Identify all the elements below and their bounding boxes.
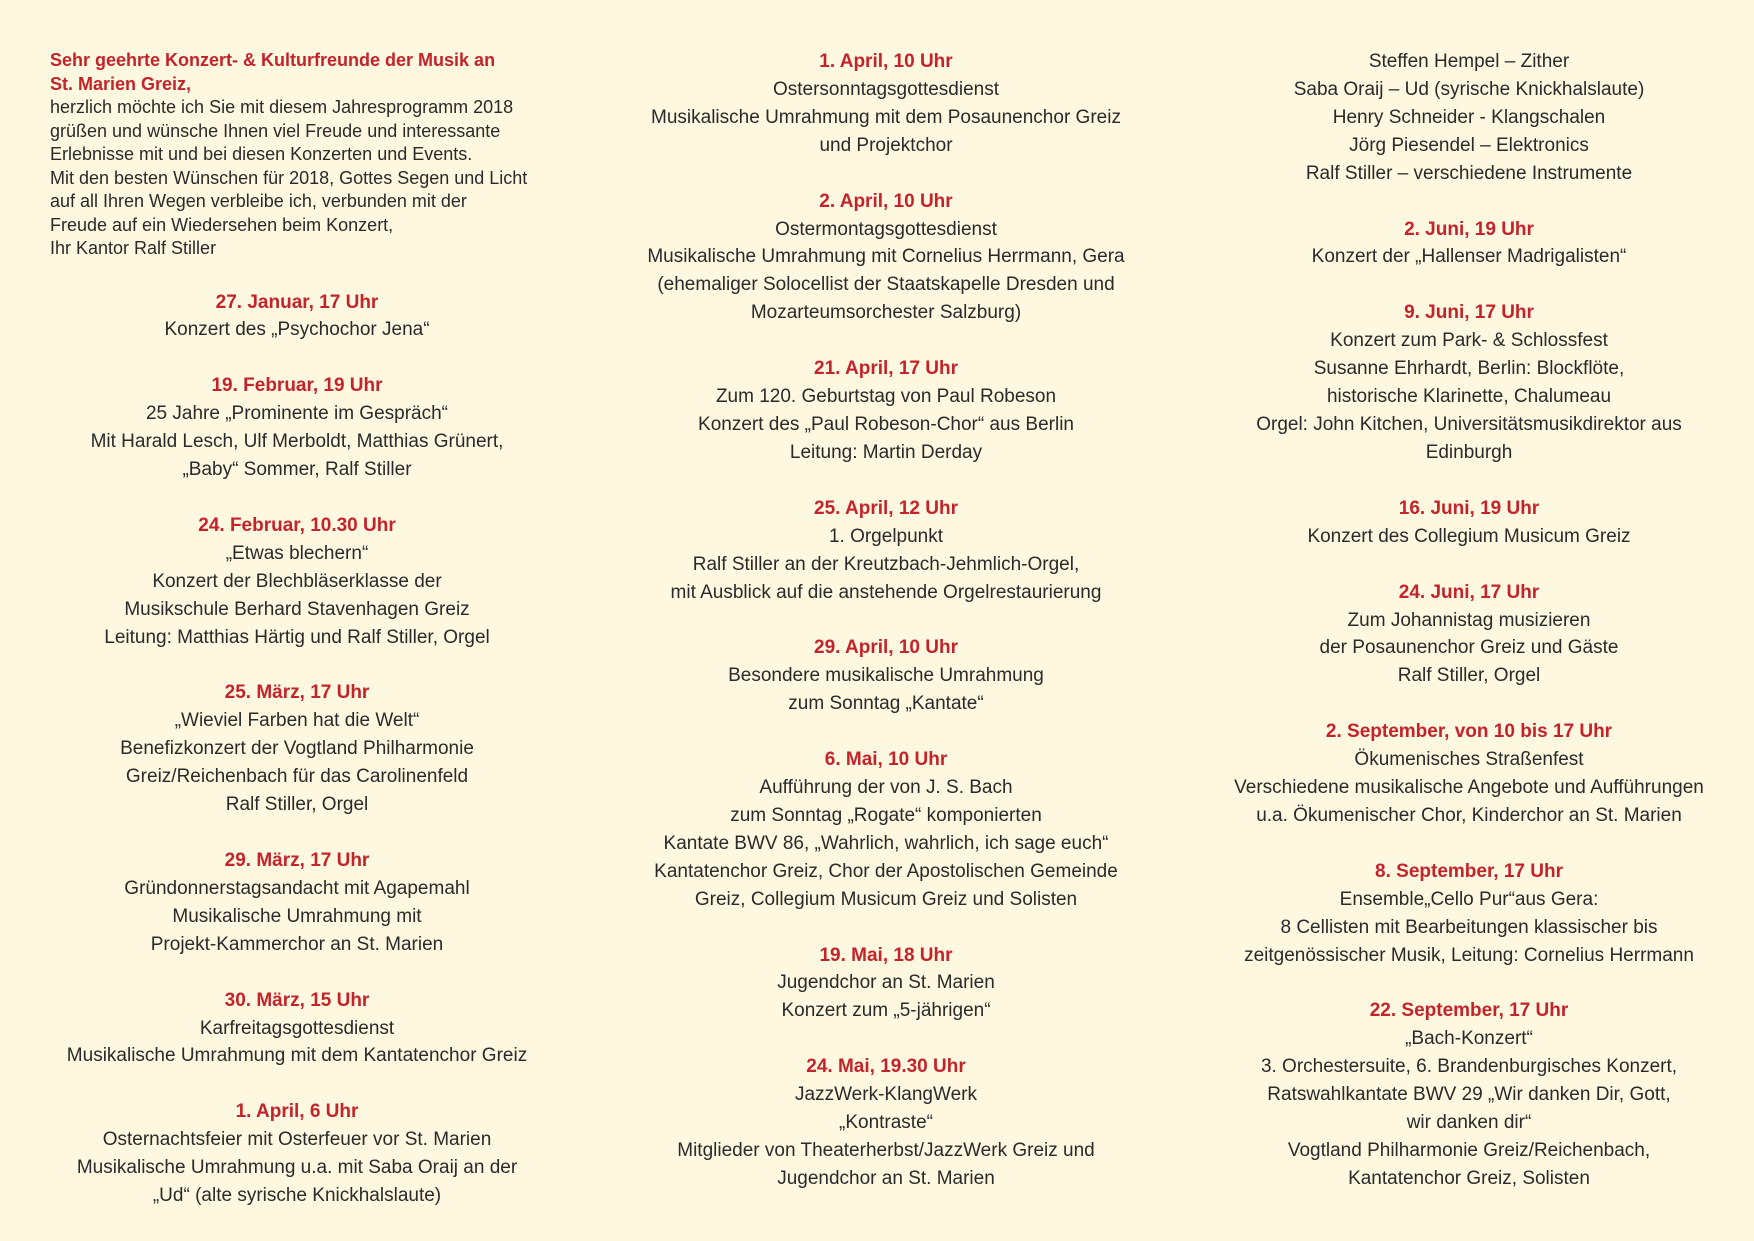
event-detail-line: Ratswahlkantate BWV 29 „Wir danken Dir, Gott, [1267,1084,1671,1106]
event-detail-line: JazzWerk-KlangWerk [795,1084,977,1106]
event-detail-line: Jugendchor an St. Marien [777,1167,995,1189]
event-entry [1215,48,1723,188]
event-detail-line: u.a. Ökumenischer Chor, Kinderchor an St. Marien [1256,804,1682,826]
event-entry [630,48,1142,160]
event-detail-line: Musikalische Umrahmung mit dem Posaunenchor Greiz [651,106,1121,128]
event-date: 29. April, 10 Uhr [814,637,958,659]
event-detail-line: Ralf Stiller, Orgel [1397,665,1541,687]
event-date: 2. Juni, 19 Uhr [1404,218,1534,240]
column-1 [50,48,544,1210]
event-detail-line: Musikalische Umrahmung mit Cornelius Herrmann, Gera [647,246,1125,268]
event-detail-line: „Wieviel Farben hat die Welt“ [174,710,420,732]
event-date: 9. Juni, 17 Uhr [1404,302,1534,324]
event-detail-line: Ensemble„Cello Pur“aus Gera: [1339,888,1599,910]
event-entry [1215,495,1723,551]
event-entry [1215,718,1723,830]
event-date: 19. Februar, 19 Uhr [211,375,383,397]
column-2 [630,48,1142,1193]
event-detail-line: Leitung: Martin Derday [789,441,983,463]
intro-line: Freude auf ein Wiedersehen beim Konzert, [50,214,394,235]
event-entry [50,987,544,1071]
event-entry [1215,579,1723,691]
event-detail-line: historische Klarinette, Chalumeau [1326,386,1612,408]
event-entry [1215,216,1723,272]
intro-line: grüßen und wünsche Ihnen viel Freude und interessante [50,120,501,141]
event-entry [630,634,1142,718]
event-detail-line: Besondere musikalische Umrahmung [728,665,1044,687]
event-detail-line: zum Sonntag „Kantate“ [788,693,984,715]
intro-line: Ihr Kantor Ralf Stiller [50,238,217,258]
event-detail-line: Musikalische Umrahmung mit dem Kantatenchor Greiz [66,1045,528,1067]
event-detail-line: Verschiedene musikalische Angebote und Aufführungen [1234,777,1704,799]
event-detail-line: Benefizkonzert der Vogtland Philharmonie [120,738,474,760]
event-detail-line: Konzert der Blechbläserklasse der [152,570,442,592]
event-entry [630,495,1142,607]
intro-line: Mit den besten Wünschen für 2018, Gottes Segen und Licht [50,167,528,188]
event-detail-line: Ralf Stiller an der Kreutzbach-Jehmlich-Orgel, [692,553,1080,575]
event-detail-line: Ökumenisches Straßenfest [1354,749,1584,771]
event-detail-line: Mit Harald Lesch, Ulf Merboldt, Matthias Grünert, [90,431,504,453]
event-entry [630,746,1142,913]
event-detail-line: 8 Cellisten mit Bearbeitungen klassischer bis [1280,916,1658,938]
event-entry [630,355,1142,467]
event-date: 2. April, 10 Uhr [819,190,953,212]
event-detail-line: 25 Jahre „Prominente im Gespräch“ [145,403,448,425]
event-detail-line: „Kontraste“ [839,1112,933,1134]
event-detail-line: Orgel: John Kitchen, Universitätsmusikdirektor aus [1256,413,1682,435]
intro-heading-line: St. Marien Greiz, [50,74,192,94]
event-detail-line: Konzert des Collegium Musicum Greiz [1307,525,1631,547]
column-3 [1215,48,1723,1193]
event-entry [1215,997,1723,1192]
intro-heading-line: Sehr geehrte Konzert- & Kulturfreunde der Musik an [50,50,496,70]
event-entry [50,289,544,345]
event-detail-line: „Ud“ (alte syrische Knickhalslaute) [152,1185,442,1207]
event-detail-line: Mitglieder von Theaterherbst/JazzWerk Greiz und [677,1140,1095,1161]
event-detail-line: Henry Schneider - Klangschalen [1332,106,1606,128]
event-entry [630,188,1142,328]
event-detail-line: Edinburgh [1425,441,1513,463]
event-detail-line: Steffen Hempel – Zither [1368,51,1570,72]
event-detail-line: Kantate BWV 86, „Wahrlich, wahrlich, ich sage euch“ [663,832,1109,854]
event-date: 2. September, von 10 bis 17 Uhr [1325,721,1613,743]
event-detail-line: Ralf Stiller, Orgel [225,794,369,816]
event-date: 16. Juni, 19 Uhr [1398,497,1540,519]
event-detail-line: Jörg Piesendel – Elektronics [1349,134,1589,156]
event-date: 25. April, 12 Uhr [814,497,958,519]
event-date: 22. September, 17 Uhr [1369,1000,1569,1022]
event-date: 8. September, 17 Uhr [1375,860,1563,882]
event-date: 19. Mai, 18 Uhr [819,944,953,966]
event-detail-line: Greiz/Reichenbach für das Carolinenfeld [125,766,469,788]
event-detail-line: mit Ausblick auf die anstehende Orgelrestaurierung [670,581,1102,603]
event-date: 6. Mai, 10 Uhr [824,749,948,771]
event-date: 30. März, 15 Uhr [224,989,370,1011]
event-detail-line: Konzert zum „5-jährigen“ [781,1000,991,1022]
event-detail-line: Ostermontagsgottesdienst [775,218,997,240]
event-detail-line: Konzert des „Paul Robeson-Chor“ aus Berlin [698,413,1074,435]
event-entry [50,847,544,959]
event-detail-line: Karfreitagsgottesdienst [199,1017,395,1039]
event-entry [1215,858,1723,970]
event-detail-line: und Projektchor [819,134,953,156]
intro-body [50,96,544,261]
event-detail-line: Konzert zum Park- & Schlossfest [1330,330,1608,352]
event-detail-line: 3. Orchestersuite, 6. Brandenburgisches Konzert, [1260,1056,1678,1078]
event-list [630,48,1142,1193]
event-entry [50,679,544,819]
event-detail-line: „Baby“ Sommer, Ralf Stiller [182,459,412,481]
event-detail-line: Musikschule Berhard Stavenhagen Greiz [124,598,470,620]
intro-line: auf all Ihren Wegen verbleibe ich, verbunden mit der [50,191,467,211]
event-date: 25. März, 17 Uhr [224,682,370,704]
event-detail-line: Musikalische Umrahmung mit [172,905,422,927]
event-detail-line: Projekt-Kammerchor an St. Marien [150,933,444,955]
event-detail-line: „Bach-Konzert“ [1405,1028,1533,1050]
event-detail-line: Greiz, Collegium Musicum Greiz und Solisten [694,888,1078,910]
intro-line: herzlich möchte ich Sie mit diesem Jahresprogramm 2018 [50,97,514,117]
event-detail-line: Saba Oraij – Ud (syrische Knickhalslaute) [1293,78,1645,100]
event-date: 29. März, 17 Uhr [224,850,370,871]
event-list [1215,48,1723,1193]
event-detail-line: Kantatenchor Greiz, Solisten [1348,1167,1590,1189]
event-date: 24. Februar, 10.30 Uhr [198,514,396,536]
event-detail-line: Zum Johannistag musizieren [1347,609,1591,631]
event-detail-line: Vogtland Philharmonie Greiz/Reichenbach, [1287,1140,1651,1161]
event-detail-line: Ostersonntagsgottesdienst [772,78,1000,100]
event-detail-line: Leitung: Matthias Härtig und Ralf Stiller, Orgel [104,626,490,648]
intro-heading [50,48,544,96]
event-detail-line: Konzert der „Hallenser Madrigalisten“ [1311,246,1627,268]
event-detail-line: Aufführung der von J. S. Bach [759,777,1013,799]
event-entry [50,512,544,652]
event-entry [50,1098,544,1210]
event-list [50,289,544,1210]
event-date: 1. April, 6 Uhr [235,1101,359,1123]
event-detail-line: Kantatenchor Greiz, Chor der Apostolischen Gemeinde [654,860,1118,882]
event-date: 21. April, 17 Uhr [814,358,958,380]
event-detail-line: zeitgenössischer Musik, Leitung: Cornelius Herrmann [1244,944,1694,966]
event-detail-line: Mozarteumsorchester Salzburg) [750,302,1022,324]
event-date: 24. Juni, 17 Uhr [1398,581,1540,603]
event-detail-line: „Etwas blechern“ [225,542,369,564]
event-detail-line: der Posaunenchor Greiz und Gäste [1319,637,1619,659]
event-detail-line: Ralf Stiller – verschiedene Instrumente [1305,162,1633,184]
event-detail-line: Zum 120. Geburtstag von Paul Robeson [715,386,1057,408]
event-detail-line: Musikalische Umrahmung u.a. mit Saba Oraij an der [76,1157,518,1179]
intro-section [50,48,544,261]
event-entry [630,942,1142,1026]
event-entry [1215,299,1723,466]
event-detail-line: Jugendchor an St. Marien [777,972,995,994]
event-detail-line: 1. Orgelpunkt [828,525,944,547]
event-detail-line: wir danken dir“ [1406,1112,1532,1134]
event-detail-line: Osternachtsfeier mit Osterfeuer vor St. Marien [102,1129,492,1151]
event-detail-line: zum Sonntag „Rogate“ komponierten [730,804,1042,826]
event-date: 1. April, 10 Uhr [819,51,953,72]
event-entry [630,1053,1142,1193]
intro-line: Erlebnisse mit und bei diesen Konzerten und Events. [50,144,473,164]
event-date: 24. Mai, 19.30 Uhr [806,1056,966,1078]
event-detail-line: Susanne Ehrhardt, Berlin: Blockflöte, [1313,358,1625,380]
event-date: 27. Januar, 17 Uhr [215,291,379,313]
event-entry [50,372,544,484]
event-detail-line: Gründonnerstagsandacht mit Agapemahl [124,877,470,899]
event-detail-line: (ehemaliger Solocellist der Staatskapelle Dresden und [657,274,1115,296]
event-detail-line: Konzert des „Psychochor Jena“ [164,319,430,341]
